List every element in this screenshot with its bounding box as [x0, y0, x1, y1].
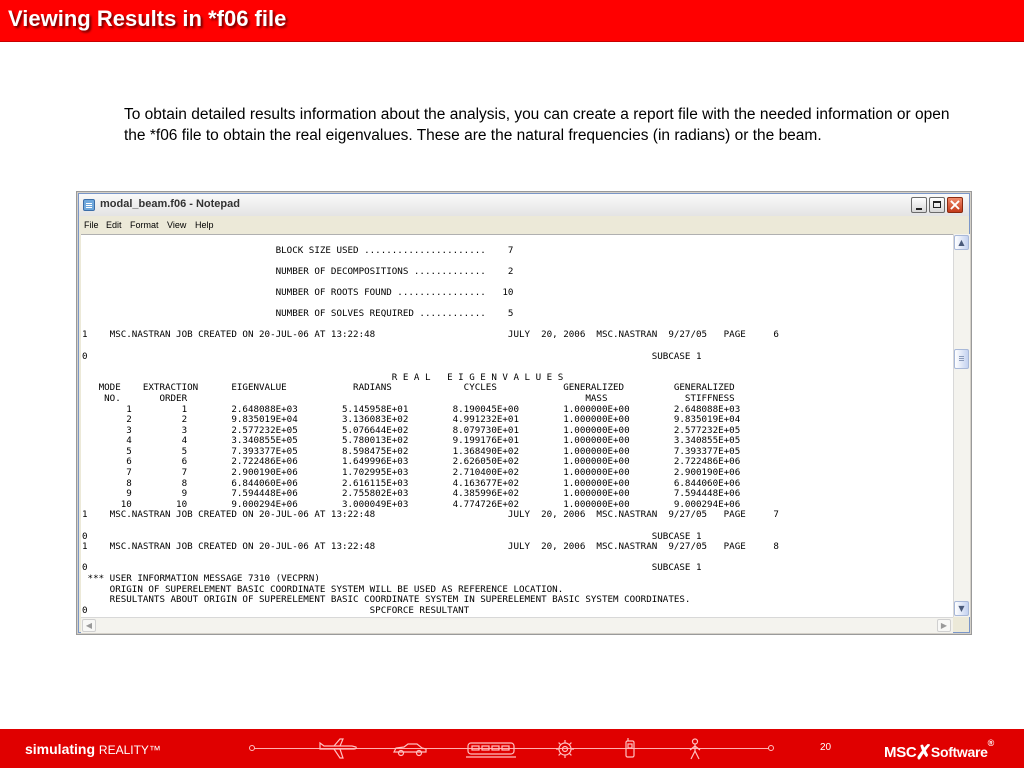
size-grip[interactable] [953, 617, 969, 632]
menu-file[interactable]: File [84, 220, 99, 230]
menu-format[interactable]: Format [130, 220, 159, 230]
menu-bar [79, 216, 969, 234]
page-number: 20 [820, 742, 832, 753]
scroll-right-button[interactable]: ▶ [937, 619, 951, 632]
horizontal-scrollbar[interactable] [81, 617, 953, 633]
f06-file-content: BLOCK SIZE USED ...................... 7 NUMBER OF DECOMPOSITIONS ............. 2 NUMBER OF ROOTS FOUND ................ 10 NUMBER OF SOLVES REQUIRED ............ 5 1 MSC.NASTRAN JOB CREATED ON 20-JUL-06 AT 13:22:48 JULY 20, 2006 MSC.NASTRAN 9/27/05 PAGE 6 0 SUBCASE 1 R E A L E I G E N V A L U E S MODE EXTRACTION EIGENVALUE RADIANS CYCLES GENERALIZED GENERALIZED NO. ORDER MASS STIFFNESS 1 1 2.648088E+03 5.145958E+01 8.190045E+00 1.000000E+00 2.648088E+03 2 2 9.835019E+04 3.136083E+02 4.991232E+01 1.000000E+00 9.835019E+04 3 3 2.577232E+05 5.076644E+02 8.079730E+01 1.000000E+00 2.577232E+05 4 4 3.340855E+05 5.780013E+02 9.199176E+01 1.000000E+00 3.340855E+05 5 5 7.393377E+05 8.598475E+02 1.368490E+02 1.000000E+00 7.393377E+05 6 6 2.722486E+06 1.649996E+03 2.626050E+02 1.000000E+00 2.722486E+06 7 7 2.900190E+06 1.702995E+03 2.710400E+02 1.000000E+00 2.900190E+06 8 8 6.844060E+06 2.616115E+03 4.163677E+02 1.000000E+00 6.844060E+06 9 9 7.594448E+06 2.755802E+03 4.385996E+02 1.000000E+00 7.594448E+06 10 10 9.000294E+06 3.000049E+03 4.774726E+02 1.000000E+00 9.000294E+06 1 MSC.NASTRAN JOB CREATED ON 20-JUL-06 AT 13:22:48 JULY 20, 2006 MSC.NASTRAN 9/27/05 PAGE 7 0 SUBCASE 1 1 MSC.NASTRAN JOB CREATED ON 20-JUL-06 AT 13:22:48 JULY 20, 2006 MSC.NASTRAN 9/27/05 PAGE 8 0 SUBCASE 1 *** USER INFORMATION MESSAGE 7310 (VECPRN) ORIGIN OF SUPERELEMENT BASIC COORDINATE SYSTEM WILL BE USED AS REFERENCE LOCATION. RESULTANTS ABOUT ORIGIN OF SUPERELEMENT BASIC COORDINATE SYSTEM IN SUPERELEMENT BASIC SYSTEM COORDINATES. 0 SPCFORCE RESULTANT [82, 244, 779, 616]
person-icon [685, 738, 705, 760]
close-button[interactable] [947, 197, 963, 213]
menu-help[interactable]: Help [195, 220, 214, 230]
msc-software-logo [884, 738, 994, 763]
gear-icon [553, 738, 577, 760]
logo-msc-text: MSC [884, 744, 917, 761]
notepad-app-icon [83, 199, 95, 211]
car-icon [392, 738, 428, 760]
notepad-window-title: modal_beam.f06 - Notepad [100, 198, 240, 210]
brand-tagline [25, 741, 161, 757]
slide-title-bar [0, 0, 1024, 42]
brand-tagline-sub: REALITY™ [98, 743, 161, 757]
brand-tagline-main: simulating [25, 741, 96, 757]
airplane-icon [318, 738, 358, 760]
notepad-window [78, 193, 970, 633]
scroll-down-button[interactable]: ▼ [954, 601, 969, 616]
phone-icon [622, 738, 638, 760]
timeline-end-dot [768, 745, 774, 751]
logo-x-mark: ✗ [915, 742, 932, 764]
logo-registered-mark: ® [987, 738, 994, 748]
maximize-button[interactable] [929, 197, 945, 213]
scroll-left-button[interactable]: ◀ [82, 619, 96, 632]
slide-title: Viewing Results in *f06 file [8, 6, 287, 31]
notepad-text-area[interactable] [81, 234, 953, 618]
slide-footer [0, 729, 1024, 768]
logo-software-text: Software [930, 744, 988, 760]
menu-edit[interactable]: Edit [106, 220, 122, 230]
menu-view[interactable]: View [167, 220, 187, 230]
timeline-start-dot [249, 745, 255, 751]
minimize-button[interactable] [911, 197, 927, 213]
train-icon [466, 738, 516, 760]
vertical-scrollbar[interactable] [953, 234, 970, 617]
scroll-up-button[interactable]: ▲ [954, 235, 969, 250]
scroll-thumb[interactable] [954, 349, 969, 369]
notepad-titlebar[interactable] [79, 194, 969, 217]
intro-paragraph: To obtain detailed results information about the analysis, you can create a report file with the needed information or open the *f06 file to obtain the real eigenvalues. These are the natural frequencies (in radians) or the beam. [124, 106, 950, 144]
